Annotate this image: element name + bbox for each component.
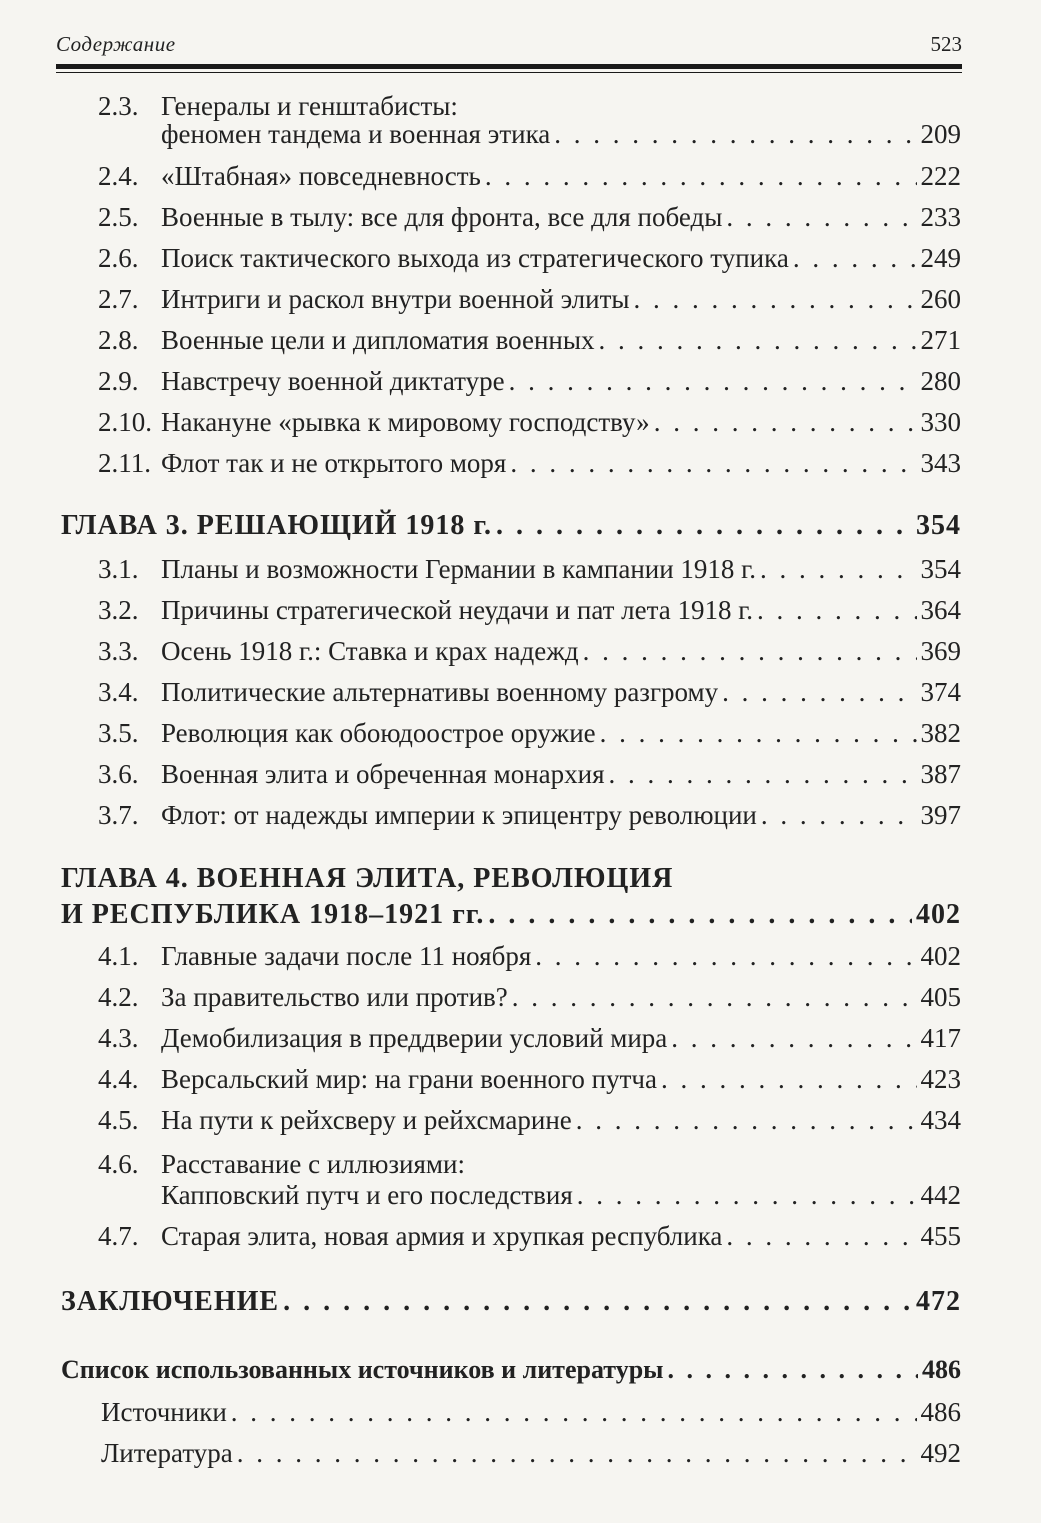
header-rule-thin (56, 72, 962, 73)
toc-num: 3.7. (98, 800, 139, 830)
toc-num: 4.2. (98, 982, 139, 1012)
toc-page: 434 (920, 1105, 961, 1135)
toc-page: 330 (920, 407, 961, 437)
conclusion-entry[interactable] (61, 1281, 961, 1323)
chapter-title: И РЕСПУБЛИКА 1918–1921 гг. (61, 899, 485, 930)
toc-title: Литература (101, 1438, 233, 1468)
leader-dots (761, 795, 917, 835)
toc-title: Флот: от надежды империи к эпицентру революции (161, 800, 757, 830)
toc-num: 3.2. (98, 595, 139, 625)
toc-title: Поиск тактического выхода из стратегического тупика (161, 243, 789, 273)
toc-page: 369 (920, 636, 961, 666)
toc-title: Генералы и генштабисты: (161, 91, 458, 121)
leader-dots (600, 713, 917, 753)
leader-dots (512, 977, 917, 1017)
toc-title: Военные в тылу: все для фронта, все для победы (161, 202, 723, 232)
leader-dots (793, 238, 917, 278)
toc-title: Расставание с иллюзиями: (161, 1149, 465, 1179)
toc-entry[interactable] (161, 1175, 961, 1215)
toc-title: «Штабная» повседневность (161, 161, 481, 191)
chapter-3-entry[interactable] (61, 505, 961, 547)
toc-page: 423 (920, 1064, 961, 1094)
toc-title: Военная элита и обреченная монархия (161, 759, 605, 789)
toc-title: Флот так и не открытого моря (161, 448, 507, 478)
leader-dots (488, 894, 912, 936)
toc-title: феномен тандема и военная этика (161, 119, 551, 149)
toc-title: Демобилизация в преддверии условий мира (161, 1023, 668, 1053)
leader-dots (634, 279, 917, 319)
leader-dots (760, 549, 917, 589)
toc-num: 4.6. (98, 1149, 139, 1179)
toc-entry[interactable] (161, 590, 961, 630)
toc-page: 492 (920, 1438, 961, 1468)
toc-num: 4.1. (98, 941, 139, 971)
toc-page: 486 (922, 1355, 961, 1384)
toc-num: 2.3. (98, 91, 139, 121)
toc-entry[interactable] (161, 549, 961, 589)
leader-dots (554, 114, 916, 154)
toc-num: 2.11. (98, 448, 151, 478)
toc-entry[interactable] (161, 402, 961, 442)
toc-entry[interactable] (161, 1018, 961, 1058)
toc-title: Осень 1918 г.: Ставка и крах надежд (161, 636, 579, 666)
toc-num: 2.9. (98, 366, 139, 396)
toc-page: 280 (920, 366, 961, 396)
chapter-title: ГЛАВА 3. РЕШАЮЩИЙ 1918 г. (61, 510, 492, 541)
toc-entry[interactable] (161, 279, 961, 319)
leader-dots (237, 1433, 917, 1473)
leader-dots (726, 197, 916, 237)
toc-entry[interactable] (161, 1059, 961, 1099)
toc-num: 2.7. (98, 284, 139, 314)
toc-entry[interactable] (161, 713, 961, 753)
leader-dots (510, 443, 916, 483)
toc-num: 3.6. (98, 759, 139, 789)
toc-entry[interactable] (161, 114, 961, 154)
page-number: 523 (930, 32, 962, 56)
toc-page: 405 (920, 982, 961, 1012)
toc-title: На пути к рейхсверу и рейхсмарине (161, 1105, 572, 1135)
toc-page: 260 (920, 284, 961, 314)
toc-entry[interactable] (101, 1392, 961, 1432)
leader-dots (583, 631, 917, 671)
leader-dots (661, 1059, 917, 1099)
leader-dots (509, 361, 917, 401)
toc-entry[interactable] (161, 361, 961, 401)
toc-title: Накануне «рывка к мировому господству» (161, 407, 650, 437)
toc-num: 2.4. (98, 161, 139, 191)
toc-num: 3.4. (98, 677, 139, 707)
toc-num: 4.4. (98, 1064, 139, 1094)
chapter-title: Список использованных источников и литературы (61, 1355, 664, 1384)
toc-num: 2.6. (98, 243, 139, 273)
leader-dots (671, 1018, 916, 1058)
toc-page: 397 (920, 800, 961, 830)
toc-page: 402 (920, 941, 961, 971)
toc-page: 486 (920, 1397, 961, 1427)
toc-page: 354 (916, 510, 961, 541)
toc-title: Политические альтернативы военному разгрому (161, 677, 719, 707)
toc-num: 4.7. (98, 1221, 139, 1251)
toc-page: 271 (920, 325, 961, 355)
toc-num: 3.5. (98, 718, 139, 748)
leader-dots (576, 1100, 917, 1140)
toc-num: 3.1. (98, 554, 139, 584)
toc-page: 249 (920, 243, 961, 273)
leader-dots (654, 402, 917, 442)
toc-page: 364 (920, 595, 961, 625)
toc-page: 402 (916, 899, 961, 930)
toc-entry[interactable] (161, 936, 961, 976)
toc-entry[interactable] (161, 672, 961, 712)
toc-entry[interactable] (161, 197, 961, 237)
toc-page: 209 (920, 119, 961, 149)
leader-dots (667, 1350, 918, 1390)
leader-dots (485, 156, 917, 196)
toc-num: 2.10. (98, 407, 152, 437)
leader-dots (577, 1175, 917, 1215)
leader-dots (496, 505, 912, 547)
leader-dots (609, 754, 917, 794)
toc-page: 382 (920, 718, 961, 748)
toc-entry[interactable] (161, 795, 961, 835)
toc-page: 354 (920, 554, 961, 584)
toc-entry[interactable] (161, 1216, 961, 1256)
toc-title: Капповский путч и его последствия (161, 1180, 573, 1210)
toc-title: Источники (101, 1397, 227, 1427)
running-head (56, 32, 962, 62)
toc-entry[interactable] (161, 156, 961, 196)
leader-dots (231, 1392, 917, 1432)
toc-page: 442 (920, 1180, 961, 1210)
toc-page: 374 (920, 677, 961, 707)
toc-title: Старая элита, новая армия и хрупкая республика (161, 1221, 723, 1251)
toc-page: 343 (920, 448, 961, 478)
toc-title: Версальский мир: на грани военного путча (161, 1064, 657, 1094)
toc-entry[interactable] (161, 754, 961, 794)
leader-dots (283, 1281, 912, 1323)
toc-title: Планы и возможности Германии в кампании 1918 г. (161, 554, 756, 584)
toc-title: Военные цели и дипломатия военных (161, 325, 595, 355)
chapter-4-entry[interactable] (61, 894, 961, 936)
toc-page: 472 (916, 1286, 961, 1317)
toc-entry[interactable] (101, 1433, 961, 1473)
toc-page: 417 (920, 1023, 961, 1053)
toc-num: 2.8. (98, 325, 139, 355)
leader-dots (722, 672, 916, 712)
toc-title: За правительство или против? (161, 982, 508, 1012)
leader-dots (535, 936, 916, 976)
toc-page: 233 (920, 202, 961, 232)
toc-num: 4.5. (98, 1105, 139, 1135)
toc-title: Причины стратегической неудачи и пат лета 1918 г. (161, 595, 753, 625)
toc-entry[interactable] (161, 443, 961, 483)
leader-dots (599, 320, 917, 360)
toc-title: Главные задачи после 11 ноября (161, 941, 532, 971)
toc-entry[interactable] (161, 977, 961, 1017)
chapter-title: ГЛАВА 4. ВОЕННАЯ ЭЛИТА, РЕВОЛЮЦИЯ (61, 863, 674, 894)
toc-page: 387 (920, 759, 961, 789)
toc-num: 3.3. (98, 636, 139, 666)
toc-num: 2.5. (98, 202, 139, 232)
toc-entry[interactable] (161, 238, 961, 278)
toc-page: 222 (920, 161, 961, 191)
bibliography-entry[interactable] (61, 1350, 961, 1390)
toc-entry[interactable] (161, 631, 961, 671)
toc-page: 455 (920, 1221, 961, 1251)
toc-entry[interactable] (161, 320, 961, 360)
chapter-title: ЗАКЛЮЧЕНИЕ (61, 1286, 280, 1317)
header-rule-thick (56, 64, 962, 69)
leader-dots (726, 1216, 916, 1256)
leader-dots (757, 590, 917, 630)
toc-title: Революция как обоюдоострое оружие (161, 718, 596, 748)
toc-entry[interactable] (161, 1100, 961, 1140)
toc-title: Навстречу военной диктатуре (161, 366, 505, 396)
toc-title: Интриги и раскол внутри военной элиты (161, 284, 630, 314)
running-head-title: Содержание (56, 32, 176, 56)
toc-num: 4.3. (98, 1023, 139, 1053)
